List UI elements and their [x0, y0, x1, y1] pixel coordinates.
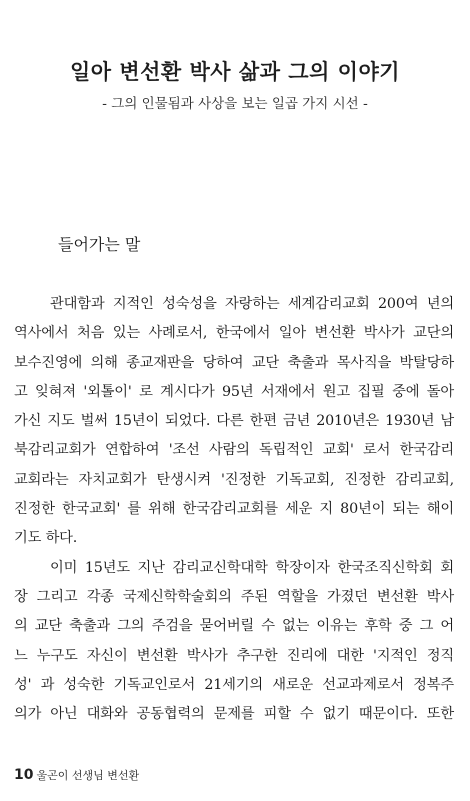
paragraph-2 [14, 554, 454, 730]
text-line: 고 잊혀져 '외톨이' 로 계시다가 95년 서재에서 원고 집필 중에 돌아 [14, 383, 454, 400]
page-subtitle: - 그의 인물됨과 사상을 보는 일곱 가지 시선 - [102, 96, 368, 112]
section-heading: 들어가는 말 [58, 235, 141, 254]
text-line: 진정한 한국교회' 를 위해 한국감리교회를 세운 지 80년이 되는 해이 [14, 501, 454, 518]
text-line: 성' 과 성숙한 기독교인로서 21세기의 새로운 선교과제로서 정복주 [14, 676, 454, 693]
text-line: 교회라는 자치교회가 탄생시켜 '진정한 기독교회, 진정한 감리교회, [14, 471, 454, 488]
text-line: 느 누구도 자신이 변선환 박사가 추구한 진리에 대한 '지적인 정직 [14, 647, 454, 664]
text-line: 가신 지도 벌써 15년이 되었다. 다른 한편 금년 2010년은 1930년 남 [14, 413, 454, 430]
body-text [14, 290, 454, 729]
text-line: 이미 15년도 지난 감리교신학대학 학장이자 한국조직신학회 회 [50, 559, 454, 576]
text-line: 관대함과 지적인 성숙성을 자랑하는 세계감리교회 200여 년의 [50, 296, 454, 312]
paragraph-1 [14, 290, 454, 554]
text-line: 북감리교회가 연합하여 '조선 사람의 독립적인 교회' 로서 한국감리 [14, 442, 454, 459]
running-title: 울곤이 선생님 변선환 [36, 769, 140, 782]
text-line: 기도 하다. [14, 530, 78, 547]
text-line: 의 교단 축출과 그의 주검을 묻어버릴 수 없는 이유는 후학 중 그 어 [14, 618, 454, 635]
text-line: 장 그리고 각종 국제신학학술회의 주된 역할을 가졌던 변선환 박사 [14, 588, 454, 605]
text-line: 의가 아닌 대화와 공동협력의 문제를 피할 수 없기 때문이다. 또한 [14, 706, 454, 723]
page-footer [14, 764, 139, 783]
text-line: 역사에서 처음 있는 사례로서, 한국에서 일아 변선환 박사가 교단의 [14, 325, 454, 342]
text-line: 보수진영에 의해 종교재판을 당하여 교단 축출과 목사직을 박탈당하 [14, 354, 454, 371]
page-title: 일아 변선환 박사 삶과 그의 이야기 [69, 60, 401, 84]
page-number: 10 [14, 767, 34, 783]
